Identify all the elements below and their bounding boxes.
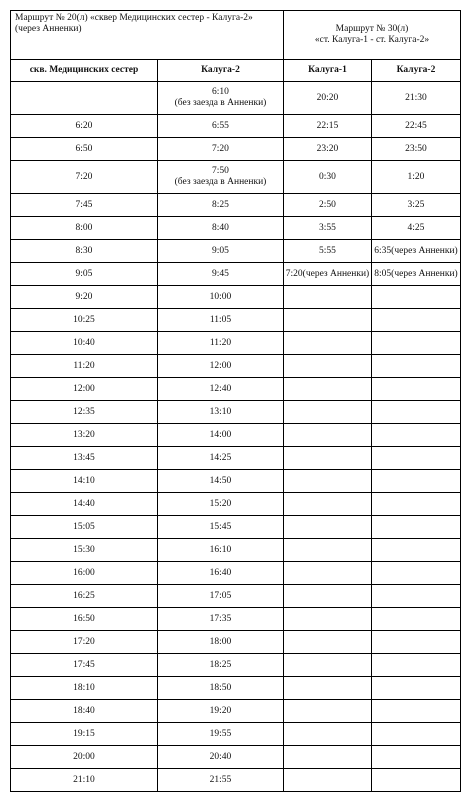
cell-kaluga-1 xyxy=(284,746,372,769)
cell-skver-departure-text: 16:50 xyxy=(73,613,95,624)
cell-kaluga-2-r20-text: 8:25 xyxy=(212,199,229,210)
cell-kaluga-2-r30 xyxy=(372,286,461,309)
cell-kaluga-1 xyxy=(284,723,372,746)
cell-note: (без заезда в Анненки) xyxy=(174,98,267,108)
table-row xyxy=(11,115,461,138)
table-row xyxy=(11,286,461,309)
table-row xyxy=(11,539,461,562)
cell-kaluga-2-r30 xyxy=(372,82,461,115)
cell-skver-departure xyxy=(11,470,158,493)
cell-kaluga-1 xyxy=(284,401,372,424)
cell-kaluga-2-r20 xyxy=(158,424,284,447)
cell-skver-departure xyxy=(11,746,158,769)
cell-kaluga-2-r20-text: 14:50 xyxy=(209,475,232,486)
cell-kaluga-1 xyxy=(284,424,372,447)
cell-skver-departure xyxy=(11,263,158,286)
cell-skver-departure-text: 15:30 xyxy=(73,544,95,555)
cell-kaluga-1-text: 22:15 xyxy=(316,120,339,131)
cell-kaluga-1 xyxy=(284,608,372,631)
cell-kaluga-2-r20-text: 20:40 xyxy=(209,751,232,762)
cell-kaluga-1 xyxy=(284,82,372,115)
cell-kaluga-1 xyxy=(284,286,372,309)
cell-kaluga-2-r20 xyxy=(158,700,284,723)
table-row xyxy=(11,309,461,332)
cell-kaluga-1 xyxy=(284,700,372,723)
table-row xyxy=(11,424,461,447)
cell-kaluga-2-r30 xyxy=(372,631,461,654)
route-header-row xyxy=(11,11,461,60)
table-row xyxy=(11,746,461,769)
cell-kaluga-2-r20 xyxy=(158,115,284,138)
cell-kaluga-1 xyxy=(284,539,372,562)
cell-kaluga-2-r20 xyxy=(158,194,284,217)
cell-skver-departure-text: 14:10 xyxy=(73,475,95,486)
cell-kaluga-2-r20 xyxy=(158,493,284,516)
cell-skver-departure xyxy=(11,138,158,161)
table-row xyxy=(11,493,461,516)
cell-skver-departure-text: 17:45 xyxy=(73,659,95,670)
cell-skver-departure-text: 9:20 xyxy=(75,291,93,302)
table-row xyxy=(11,585,461,608)
cell-kaluga-2-r20-text: 14:25 xyxy=(209,452,232,463)
cell-skver-departure-text: 18:40 xyxy=(73,705,95,716)
cell-kaluga-2-r20-text: 9:45 xyxy=(212,268,229,279)
cell-skver-departure xyxy=(11,769,158,792)
cell-kaluga-2-r30 xyxy=(372,115,461,138)
cell-kaluga-2-r20 xyxy=(158,332,284,355)
table-row xyxy=(11,447,461,470)
cell-kaluga-2-r20-text: 18:00 xyxy=(209,636,232,647)
cell-skver-departure xyxy=(11,161,158,194)
table-row xyxy=(11,700,461,723)
cell-kaluga-2-r30 xyxy=(372,654,461,677)
cell-kaluga-2-r20 xyxy=(158,631,284,654)
cell-kaluga-1-text: 5:55 xyxy=(319,245,336,256)
cell-skver-departure xyxy=(11,608,158,631)
table-row xyxy=(11,355,461,378)
cell-kaluga-2-r30 xyxy=(372,138,461,161)
cell-skver-departure xyxy=(11,493,158,516)
table-row xyxy=(11,562,461,585)
cell-kaluga-1 xyxy=(284,378,372,401)
cell-kaluga-2-r20-text: 9:05 xyxy=(212,245,229,256)
cell-kaluga-2-r20 xyxy=(158,401,284,424)
cell-kaluga-1 xyxy=(284,654,372,677)
cell-kaluga-2-r20 xyxy=(158,355,284,378)
cell-kaluga-2-r20-text: 8:40 xyxy=(212,222,229,233)
cell-skver-departure-text: 19:15 xyxy=(73,728,95,739)
cell-kaluga-1 xyxy=(284,585,372,608)
cell-kaluga-2-r20-text: 16:40 xyxy=(209,567,232,578)
cell-skver-departure xyxy=(11,286,158,309)
cell-skver-departure xyxy=(11,677,158,700)
cell-note: (без заезда в Анненки) xyxy=(174,177,267,187)
cell-kaluga-1-text: 0:30 xyxy=(319,171,336,182)
cell-kaluga-2-r20-text: 18:25 xyxy=(209,659,232,670)
table-row xyxy=(11,654,461,677)
cell-kaluga-2-r30 xyxy=(372,332,461,355)
table-row xyxy=(11,240,461,263)
table-row xyxy=(11,332,461,355)
cell-kaluga-2-r30 xyxy=(372,585,461,608)
cell-kaluga-1 xyxy=(284,115,372,138)
cell-kaluga-2-r20 xyxy=(158,539,284,562)
cell-kaluga-2-r20 xyxy=(158,286,284,309)
cell-kaluga-1 xyxy=(284,769,372,792)
cell-kaluga-2-r30 xyxy=(372,194,461,217)
cell-skver-departure xyxy=(11,700,158,723)
cell-kaluga-2-r30 xyxy=(372,723,461,746)
cell-kaluga-2-r20-text: 11:05 xyxy=(209,314,232,325)
cell-skver-departure-text: 11:20 xyxy=(73,360,95,371)
cell-kaluga-2-r30-text: 21:30 xyxy=(405,92,427,103)
column-header-kaluga-2-r30: Калуга-2 xyxy=(372,60,461,82)
route-30-subtitle: «ст. Калуга-1 - ст. Калуга-2» xyxy=(314,35,430,45)
cell-skver-departure-text: 7:20 xyxy=(75,171,93,182)
cell-kaluga-2-r20 xyxy=(158,138,284,161)
cell-skver-departure xyxy=(11,194,158,217)
cell-kaluga-2-r30 xyxy=(372,217,461,240)
cell-skver-departure xyxy=(11,332,158,355)
cell-kaluga-2-r30 xyxy=(372,309,461,332)
cell-skver-departure-text: 15:05 xyxy=(73,521,95,532)
table-row xyxy=(11,769,461,792)
cell-kaluga-1 xyxy=(284,138,372,161)
cell-skver-departure xyxy=(11,82,158,115)
cell-kaluga-2-r30 xyxy=(372,746,461,769)
cell-kaluga-1 xyxy=(284,217,372,240)
cell-skver-departure xyxy=(11,401,158,424)
cell-skver-departure xyxy=(11,447,158,470)
table-row xyxy=(11,516,461,539)
cell-kaluga-2-r30-text: 22:45 xyxy=(405,120,427,131)
cell-skver-departure xyxy=(11,217,158,240)
cell-skver-departure-text: 10:40 xyxy=(73,337,95,348)
cell-skver-departure xyxy=(11,654,158,677)
cell-kaluga-2-r20 xyxy=(158,161,284,194)
cell-kaluga-1 xyxy=(284,447,372,470)
cell-kaluga-2-r20 xyxy=(158,562,284,585)
cell-kaluga-2-r20 xyxy=(158,263,284,286)
cell-skver-departure xyxy=(11,723,158,746)
cell-kaluga-1 xyxy=(284,240,372,263)
table-row xyxy=(11,378,461,401)
route-20-header xyxy=(11,11,284,60)
cell-kaluga-2-r20 xyxy=(158,516,284,539)
cell-skver-departure xyxy=(11,424,158,447)
cell-kaluga-2-r30-text: 1:20 xyxy=(407,171,425,182)
cell-skver-departure-text: 9:05 xyxy=(75,268,93,279)
cell-kaluga-2-r30 xyxy=(372,516,461,539)
cell-skver-departure-text: 13:45 xyxy=(73,452,95,463)
cell-kaluga-2-r20-text: 6:55 xyxy=(212,120,229,131)
cell-skver-departure-text: 6:50 xyxy=(75,143,93,154)
column-header-kaluga-2-r20: Калуга-2 xyxy=(158,60,284,82)
cell-skver-departure-text: 16:25 xyxy=(73,590,95,601)
cell-kaluga-2-r20-text: 10:00 xyxy=(209,291,232,302)
cell-kaluga-2-r30 xyxy=(372,355,461,378)
cell-kaluga-2-r30 xyxy=(372,424,461,447)
cell-skver-departure xyxy=(11,562,158,585)
cell-kaluga-2-r30-text: 8:05(через Анненки) xyxy=(374,268,458,279)
cell-kaluga-2-r20-text: 19:55 xyxy=(209,728,232,739)
cell-skver-departure-text: 18:10 xyxy=(73,682,95,693)
cell-kaluga-2-r20 xyxy=(158,378,284,401)
cell-kaluga-1 xyxy=(284,470,372,493)
cell-kaluga-2-r30 xyxy=(372,677,461,700)
cell-kaluga-1 xyxy=(284,263,372,286)
cell-skver-departure-text: 16:00 xyxy=(73,567,95,578)
cell-skver-departure xyxy=(11,355,158,378)
cell-skver-departure-text: 8:00 xyxy=(75,222,93,233)
cell-kaluga-2-r30-text: 3:25 xyxy=(407,199,425,210)
table-row xyxy=(11,217,461,240)
cell-skver-departure-text: 12:00 xyxy=(73,383,95,394)
cell-kaluga-1 xyxy=(284,516,372,539)
cell-kaluga-2-r30 xyxy=(372,240,461,263)
cell-kaluga-2-r20-text: 15:20 xyxy=(209,498,232,509)
route-30-title: Маршрут № 30(л) xyxy=(335,24,409,34)
cell-kaluga-2-r20 xyxy=(158,746,284,769)
cell-kaluga-2-r30-text: 6:35(через Анненки) xyxy=(374,245,458,256)
cell-kaluga-2-r20-text: 6:10 xyxy=(212,87,229,97)
cell-kaluga-2-r20-text: 16:10 xyxy=(209,544,232,555)
cell-kaluga-2-r20-text: 18:50 xyxy=(209,682,232,693)
column-header-sквер: скв. Медицинских сестер xyxy=(11,60,158,82)
cell-kaluga-1-text: 7:20(через Анненки) xyxy=(285,268,370,279)
cell-kaluga-1-text: 20:20 xyxy=(316,92,339,103)
cell-kaluga-2-r20 xyxy=(158,309,284,332)
cell-kaluga-2-r20-text: 21:55 xyxy=(209,774,232,785)
cell-kaluga-1 xyxy=(284,493,372,516)
cell-kaluga-2-r30 xyxy=(372,447,461,470)
cell-kaluga-2-r20 xyxy=(158,240,284,263)
cell-kaluga-2-r20 xyxy=(158,470,284,493)
cell-kaluga-1-text: 23:20 xyxy=(316,143,339,154)
table-row xyxy=(11,138,461,161)
cell-skver-departure xyxy=(11,309,158,332)
cell-kaluga-1 xyxy=(284,194,372,217)
cell-skver-departure xyxy=(11,631,158,654)
cell-skver-departure-text: 17:20 xyxy=(73,636,95,647)
table-row xyxy=(11,470,461,493)
cell-kaluga-1-text: 2:50 xyxy=(319,199,336,210)
table-row xyxy=(11,608,461,631)
schedule-document xyxy=(10,10,461,792)
cell-kaluga-2-r20 xyxy=(158,585,284,608)
cell-kaluga-2-r20-text: 12:00 xyxy=(209,360,232,371)
cell-kaluga-2-r20-text: 12:40 xyxy=(209,383,232,394)
cell-skver-departure xyxy=(11,240,158,263)
cell-kaluga-1 xyxy=(284,309,372,332)
cell-kaluga-2-r30 xyxy=(372,470,461,493)
cell-kaluga-2-r20 xyxy=(158,769,284,792)
cell-kaluga-2-r30 xyxy=(372,608,461,631)
table-row xyxy=(11,631,461,654)
table-row xyxy=(11,677,461,700)
cell-kaluga-2-r30 xyxy=(372,161,461,194)
cell-kaluga-1 xyxy=(284,677,372,700)
cell-kaluga-1 xyxy=(284,562,372,585)
cell-skver-departure-text: 6:20 xyxy=(75,120,93,131)
cell-skver-departure-text: 10:25 xyxy=(73,314,95,325)
table-row xyxy=(11,401,461,424)
cell-skver-departure-text: 7:45 xyxy=(75,199,93,210)
cell-skver-departure-text: 20:00 xyxy=(73,751,95,762)
cell-kaluga-2-r20-text: 7:50 xyxy=(212,166,229,176)
cell-kaluga-2-r20-text: 17:05 xyxy=(209,590,232,601)
column-header-row xyxy=(11,60,461,82)
cell-kaluga-2-r20 xyxy=(158,723,284,746)
cell-kaluga-2-r30 xyxy=(372,539,461,562)
cell-kaluga-1 xyxy=(284,631,372,654)
cell-skver-departure-text: 8:30 xyxy=(75,245,93,256)
cell-kaluga-2-r20 xyxy=(158,608,284,631)
cell-kaluga-2-r30-text: 23:50 xyxy=(405,143,427,154)
table-row xyxy=(11,263,461,286)
table-row xyxy=(11,194,461,217)
cell-kaluga-2-r30 xyxy=(372,493,461,516)
cell-kaluga-2-r30-text: 4:25 xyxy=(407,222,425,233)
column-header-kaluga-1: Калуга-1 xyxy=(284,60,372,82)
table-row xyxy=(11,82,461,115)
cell-kaluga-2-r30 xyxy=(372,378,461,401)
cell-kaluga-1 xyxy=(284,355,372,378)
cell-kaluga-1-text: 3:55 xyxy=(319,222,336,233)
cell-skver-departure xyxy=(11,378,158,401)
cell-skver-departure xyxy=(11,115,158,138)
cell-kaluga-2-r20-text: 11:20 xyxy=(209,337,232,348)
table-row xyxy=(11,161,461,194)
cell-kaluga-2-r20-text: 14:00 xyxy=(209,429,232,440)
cell-skver-departure xyxy=(11,516,158,539)
cell-kaluga-2-r20 xyxy=(158,677,284,700)
route-20-title: Маршрут № 20(л) «сквер Медицинских сестер - Калуга-2» xyxy=(15,13,253,23)
cell-kaluga-2-r30 xyxy=(372,700,461,723)
schedule-table xyxy=(10,10,461,792)
cell-skver-departure-text: 13:20 xyxy=(73,429,95,440)
cell-kaluga-2-r30 xyxy=(372,263,461,286)
cell-kaluga-2-r20 xyxy=(158,217,284,240)
cell-kaluga-2-r20-text: 13:10 xyxy=(209,406,232,417)
cell-kaluga-2-r30 xyxy=(372,401,461,424)
cell-kaluga-2-r20-text: 7:20 xyxy=(212,143,229,154)
cell-kaluga-2-r30 xyxy=(372,562,461,585)
cell-kaluga-2-r20 xyxy=(158,654,284,677)
cell-kaluga-2-r20-text: 17:35 xyxy=(209,613,232,624)
cell-kaluga-1 xyxy=(284,161,372,194)
cell-skver-departure-text: 21:10 xyxy=(73,774,95,785)
cell-skver-departure xyxy=(11,539,158,562)
cell-kaluga-2-r20-text: 15:45 xyxy=(209,521,232,532)
route-30-header xyxy=(284,11,461,60)
cell-kaluga-2-r30 xyxy=(372,769,461,792)
route-20-subtitle: (через Анненки) xyxy=(15,24,82,34)
cell-skver-departure-text: 14:40 xyxy=(73,498,95,509)
table-row xyxy=(11,723,461,746)
cell-kaluga-1 xyxy=(284,332,372,355)
cell-kaluga-2-r20 xyxy=(158,447,284,470)
cell-kaluga-2-r20 xyxy=(158,82,284,115)
cell-skver-departure xyxy=(11,585,158,608)
cell-skver-departure-text: 12:35 xyxy=(73,406,95,417)
cell-kaluga-2-r20-text: 19:20 xyxy=(209,705,232,716)
